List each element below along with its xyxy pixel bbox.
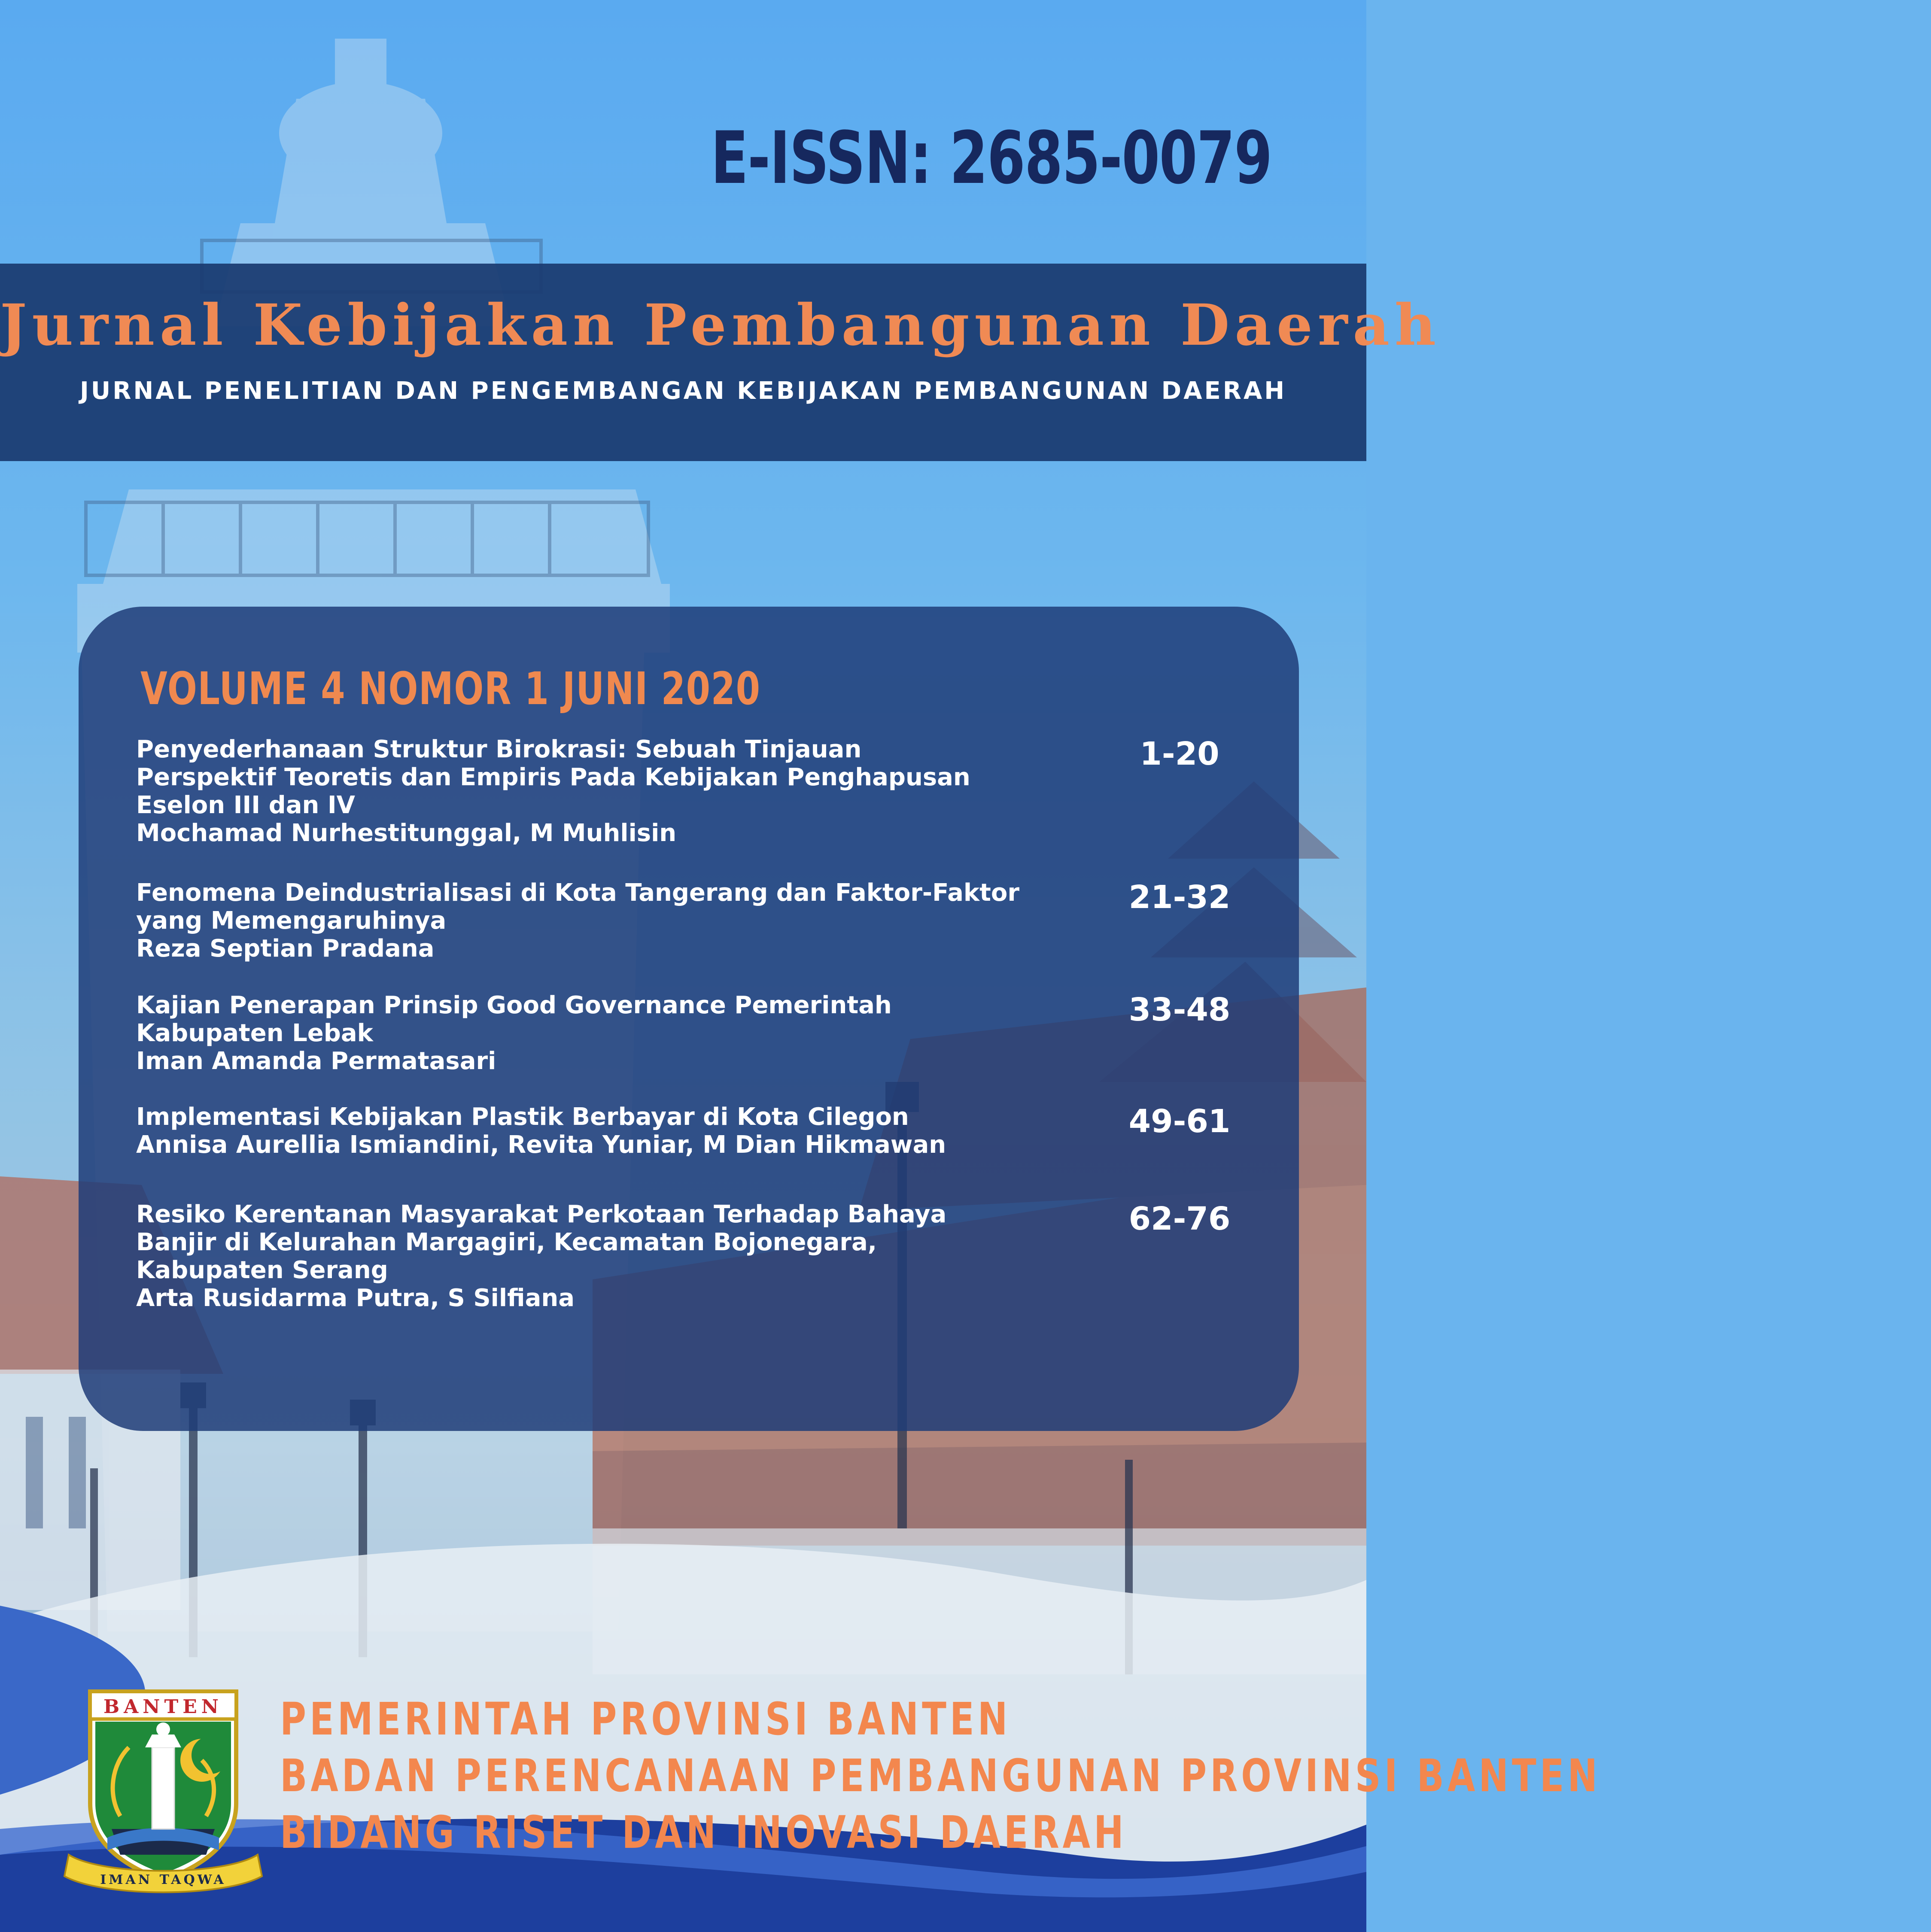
- article-pages: 49-61: [1128, 1103, 1231, 1140]
- journal-title: Jurnal Kebijakan Pembangunan Daerah: [0, 292, 1441, 358]
- publisher-block: [280, 1691, 1931, 1861]
- article-pages: 62-76: [1128, 1200, 1231, 1237]
- article-text: [136, 735, 1038, 847]
- article-text: [136, 1103, 1038, 1159]
- issue-label: VOLUME 4 NOMOR 1 JUNI 2020: [140, 662, 761, 715]
- journal-subtitle: JURNAL PENELITIAN DAN PENGEMBANGAN KEBIJAKAN PEMBANGUNAN DAERAH: [79, 377, 1287, 405]
- table-of-contents-panel: [79, 607, 1299, 1431]
- article-title: Kajian Penerapan Prinsip Good Governance Pemerintah Kabupaten Lebak: [136, 991, 892, 1047]
- emblem-top-text: BANTEN: [103, 1696, 223, 1718]
- article-entry: [136, 1103, 1274, 1159]
- emblem-bottom-text: IMAN TAQWA: [100, 1872, 226, 1887]
- article-pages: 21-32: [1128, 879, 1231, 916]
- publisher-line: BADAN PERENCANAAN PEMBANGUNAN PROVINSI BANTEN: [280, 1750, 1601, 1802]
- article-pages: 33-48: [1128, 991, 1231, 1028]
- issn-number: E-ISSN: 2685-0079: [711, 116, 1272, 200]
- article-entry: [136, 735, 1274, 847]
- article-text: [136, 1200, 1038, 1312]
- title-band: [0, 264, 1441, 461]
- article-title: Resiko Kerentanan Masyarakat Perkotaan Terhadap Bahaya Banjir di Kelurahan Margagiri, Kecamatan Bojonegara, Kabupaten Serang: [136, 1200, 947, 1284]
- article-title: Penyederhanaan Struktur Birokrasi: Sebuah Tinjauan Perspektif Teoretis dan Empiris Pada Kebijakan Penghapusan Eselon III dan IV: [136, 735, 970, 819]
- article-title: Fenomena Deindustrialisasi di Kota Tangerang dan Faktor-Faktor yang Memengaruhinya: [136, 879, 1019, 935]
- publisher-line: BIDANG RISET DAN INOVASI DAERAH: [280, 1806, 1127, 1859]
- article-pages: 1-20: [1140, 735, 1219, 772]
- article-text: [136, 991, 1038, 1075]
- banten-emblem-icon: [60, 1674, 266, 1898]
- article-authors: Mochamad Nurhestitunggal, M Muhlisin: [136, 819, 677, 847]
- publisher-line: PEMERINTAH PROVINSI BANTEN: [280, 1693, 1011, 1745]
- article-authors: Reza Septian Pradana: [136, 935, 435, 963]
- article-entry: [136, 991, 1274, 1075]
- article-authors: Arta Rusidarma Putra, S Silfiana: [136, 1284, 575, 1312]
- article-authors: Iman Amanda Permatasari: [136, 1047, 496, 1075]
- article-authors: Annisa Aurellia Ismiandini, Revita Yuniar, M Dian Hikmawan: [136, 1131, 946, 1159]
- article-entry: [136, 879, 1274, 963]
- article-text: [136, 879, 1038, 963]
- article-entry: [136, 1200, 1274, 1312]
- article-title: Implementasi Kebijakan Plastik Berbayar di Kota Cilegon: [136, 1103, 909, 1131]
